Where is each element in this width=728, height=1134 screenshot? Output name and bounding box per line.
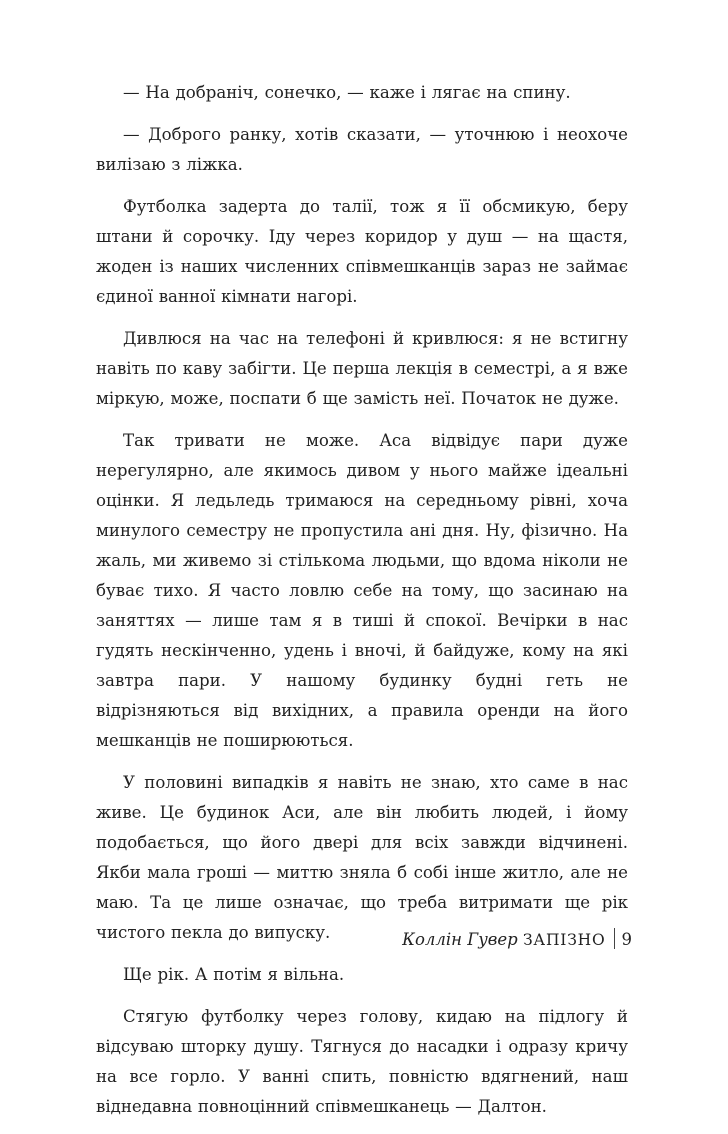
running-footer bbox=[402, 928, 632, 952]
footer-book-title: ЗАПІЗНО bbox=[522, 931, 606, 949]
footer-author: Коллін Гувер bbox=[402, 930, 518, 949]
paragraph-3: Футболка задерта до талії, тож я її обсмикую, беру штани й сорочку. Іду через коридор у душ — на щастя, жоден із наших численних співмешканців зараз не займає єдиної ванної кімнати нагорі. bbox=[96, 197, 628, 306]
paragraph-6: У половині випадків я навіть не знаю, хто саме в нас живе. Це будинок Аси, але він любить людей, і йому подобається, що його двері для всіх завжди відчинені. Якби мала гроші — миттю зняла б собі інше житло, але не маю. Та це лише означає, що треба витримати ще рік чистого пекла до випуску. bbox=[96, 773, 628, 942]
page-number: 9 bbox=[621, 930, 632, 949]
paragraph-7: Ще рік. А потім я вільна. bbox=[123, 965, 345, 984]
paragraph-4: Дивлюся на час на телефоні й кривлюся: я не встигну навіть по каву забігти. Це перша лекція в семестрі, а я вже міркую, може, поспати б ще замість неї. Початок не дуже. bbox=[96, 329, 628, 408]
page-body bbox=[96, 78, 628, 1134]
paragraph-2: — Доброго ранку, хотів сказати, — уточнюю і неохоче вилізаю з ліжка. bbox=[96, 125, 628, 174]
paragraph-1: — На добраніч, сонечко, — каже і лягає на спину. bbox=[123, 83, 571, 102]
paragraph-8: Стягую футболку через голову, кидаю на підлогу й відсуваю шторку душу. Тягнуся до насадки і одразу кричу на все горло. У ванні спить, повністю вдягнений, наш віднедавна повноцінний співмешканець — Далтон. bbox=[96, 1007, 628, 1116]
paragraph-5: Так тривати не може. Аса відвідує пари дуже нерегулярно, але якимось дивом у нього майже ідеальні оцінки. Я ледьледь тримаюся на середньому рівні, хоча минулого семестру не пропустила ані дня. Ну, фізично. На жаль, ми живемо зі стількома людьми, що вдома ніколи не буває тихо. Я часто ловлю себе на тому, що засинаю на заняттях — лише там я в тиші й спокої. Вечірки в нас гудять нескінченно, удень і вночі, й байдуже, кому на які завтра пари. У нашому будинку будні геть не відрізняються від вихідних, а правила оренди на його мешканців не поширюються. bbox=[96, 431, 628, 750]
footer-separator bbox=[614, 928, 615, 949]
